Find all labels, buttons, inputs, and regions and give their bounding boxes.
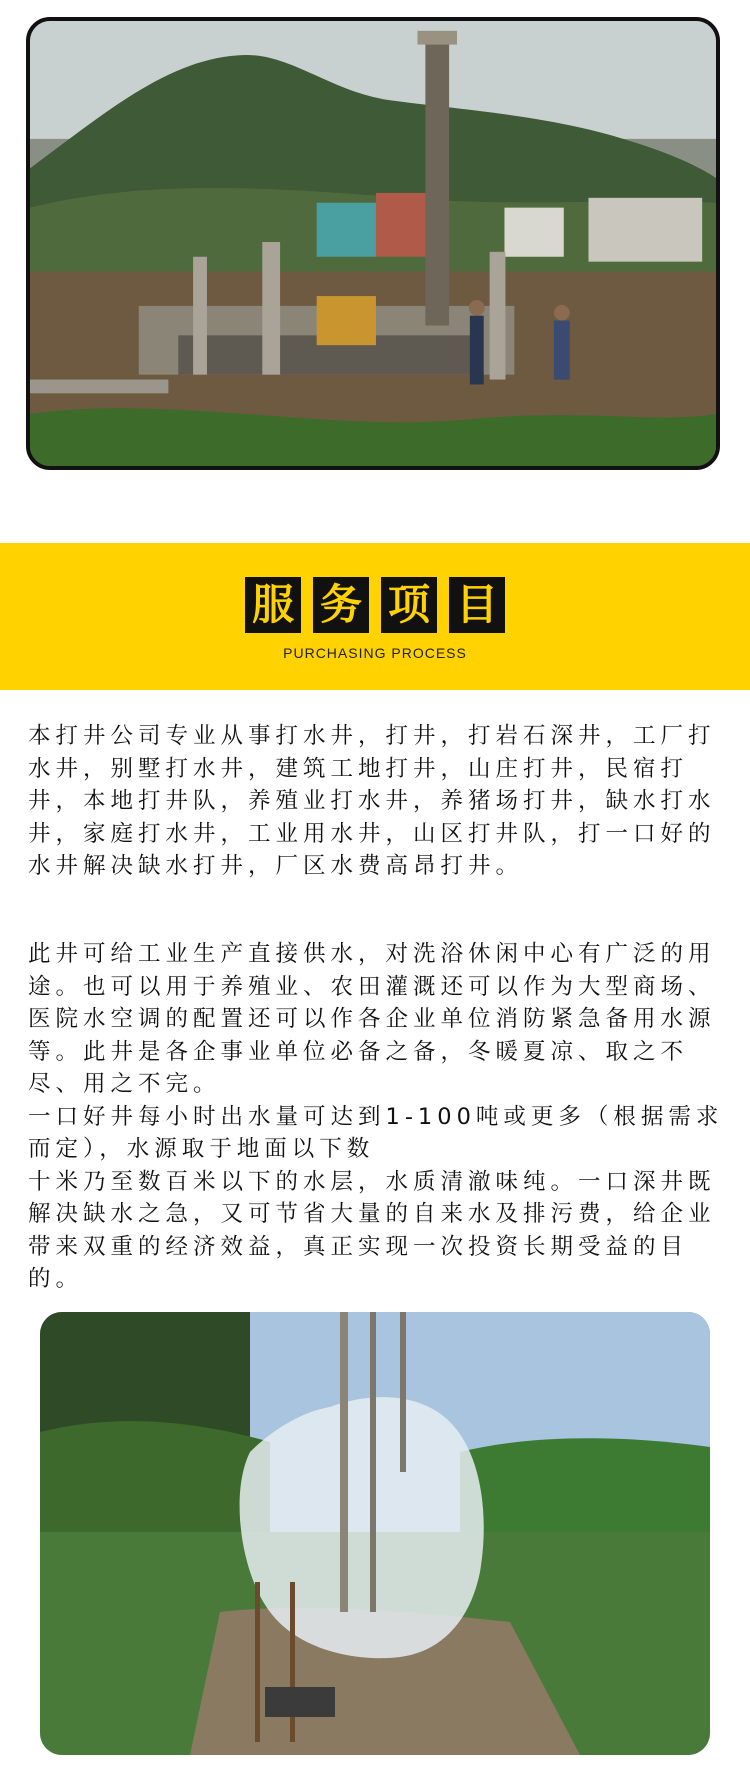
paragraph-1: 本打井公司专业从事打水井，打井，打岩石深井，工厂打水井，别墅打水井，建筑工地打井，山庄打井，民宿打井，本地打井队，养殖业打水井，养猪场打井，缺水打水井，家庭打水井，工业用水井，山区打井队，打一口好的水井解决缺水打井，厂区水费高昂打井。 [28, 723, 716, 879]
paragraph-2a: 此井可给工业生产直接供水，对洗浴休闲中心有广泛的用途。也可以用于养殖业、农田灌溉还可以作为大型商场、医院水空调的配置还可以作各企业单位消防紧急备用水源等。此井是各企事业单位必备之备，冬暖夏凉、取之不尽、用之不完。 [28, 941, 716, 1097]
title-char: 务 [313, 577, 369, 633]
water-well-image [40, 1312, 710, 1755]
drilling-rig-photo [26, 17, 720, 470]
title-char: 项 [381, 577, 437, 633]
paragraph-2b: 一口好井每小时出水量可达到1-100吨或更多（根据需求而定），水源取于地面以下数 [28, 1103, 724, 1162]
section-subtitle: PURCHASING PROCESS [283, 645, 467, 661]
title-char: 目 [449, 577, 505, 633]
well-benefits [28, 938, 728, 1296]
section-banner [0, 543, 750, 690]
water-gushing-well-photo [40, 1312, 710, 1755]
title-char: 服 [245, 577, 301, 633]
paragraph-2c: 十米乃至数百米以下的水层，水质清澈味纯。一口深井既解决缺水之急，又可节省大量的自来水及排污费，给企业带来双重的经济效益，真正实现一次投资长期受益的目的。 [28, 1168, 716, 1292]
section-title [0, 577, 750, 633]
service-description [28, 720, 728, 883]
drilling-rig-image [30, 21, 716, 466]
